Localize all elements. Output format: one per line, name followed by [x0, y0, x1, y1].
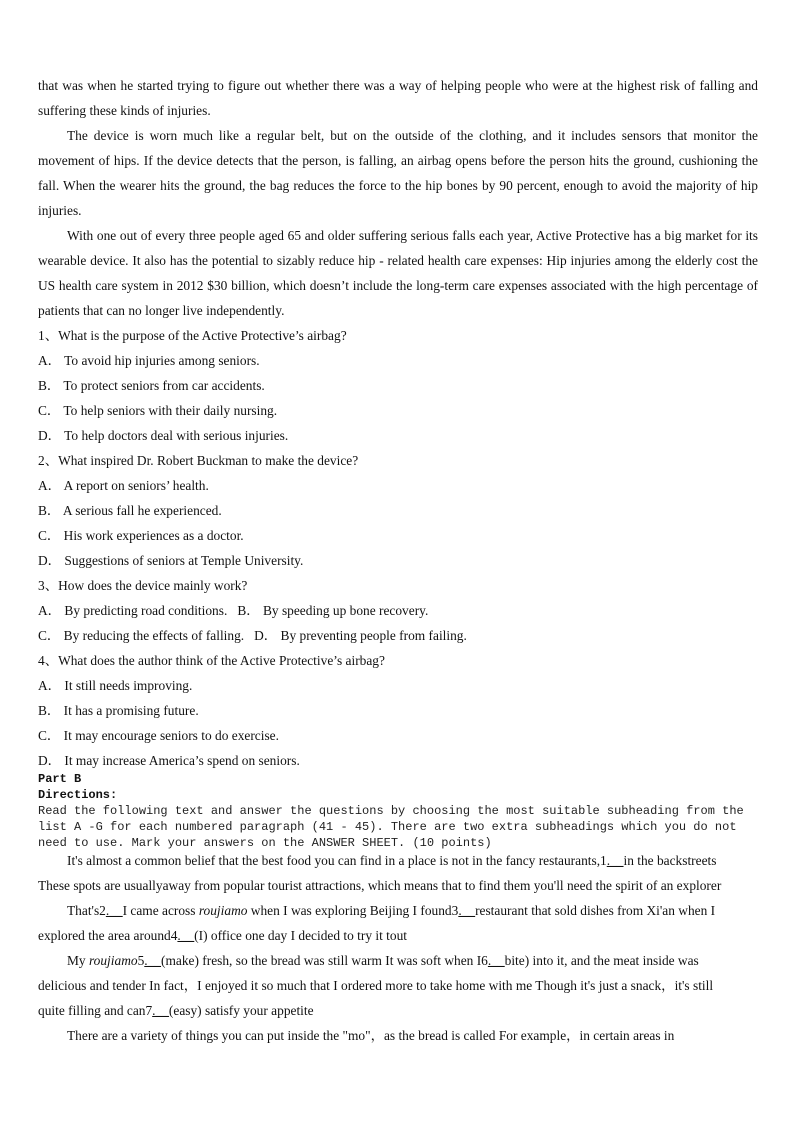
option-c: C． By reducing the effects of falling. — [38, 628, 245, 643]
option-a: A． To avoid hip injuries among seniors. — [38, 353, 260, 368]
paragraph: that was when he started trying to figure out whether there was a way of helping people who were at the highest risk of falling and suffering these kinds of injuries. — [38, 78, 758, 118]
option-d: D． It may increase America’s spend on seniors. — [38, 753, 300, 768]
question-2 — [38, 448, 758, 573]
paragraph-line: It's almost a common belief that the best food you can find in a place is not in the fancy restaurants,1.__in the backstreets — [67, 853, 717, 868]
blank-7: .__ — [152, 1003, 169, 1018]
paragraph-line: delicious and tender In fact，I enjoyed it so much that I ordered more to take home with me Though it's just a snack，it's still — [38, 978, 714, 993]
option-a: A． By predicting road conditions. — [38, 603, 228, 618]
option-c: C． His work experiences as a doctor. — [38, 528, 244, 543]
option-d: D． By preventing people from failing. — [254, 628, 467, 643]
paragraph-line: These spots are usuallyaway from popular tourist attractions, which means that to find them you'll need the spirit of an explorer — [38, 878, 722, 893]
question-1 — [38, 323, 758, 448]
part-b-header — [38, 771, 758, 851]
option-a: A． A report on seniors’ health. — [38, 478, 209, 493]
paragraph: With one out of every three people aged 65 and older suffering serious falls each year, Active Protective has a big market for its wearable device. It also has the potential to sizably reduce hip - related health care expenses: Hip injuries among the elderly cost the US health care system in 2012 $30 billion, which doesn’t include the long-term care expenses associated with the high percentage of patients that can no longer live independently. — [38, 228, 758, 318]
paragraph-line: explored the area around4.__(I) office one day I decided to try it tout — [38, 928, 407, 943]
directions-text: Read the following text and answer the questions by choosing the most suitable subheading from the list A -G for each numbered paragraph (41 - 45). There are two extra subheadings which you do not need to use. Mark your answers on the ANSWER SHEET. (10 points) — [38, 804, 744, 850]
blank-5: .__ — [144, 953, 162, 968]
option-d: D． Suggestions of seniors at Temple University. — [38, 553, 304, 568]
question-4 — [38, 648, 758, 773]
blank-2: .__ — [105, 903, 123, 918]
passage-b — [38, 848, 758, 1048]
blank-6: .__ — [487, 953, 505, 968]
option-c: C． To help seniors with their daily nursing. — [38, 403, 278, 418]
paragraph-line: There are a variety of things you can put inside the "mo"，as the bread is called For example，in certain areas in — [67, 1028, 675, 1043]
blank-1: .__ — [606, 853, 624, 868]
question-stem: 4、What does the author think of the Active Protective’s airbag? — [38, 653, 385, 668]
blank-3: .__ — [458, 903, 476, 918]
question-stem: 1、What is the purpose of the Active Protective’s airbag? — [38, 328, 347, 343]
option-b: B． A serious fall he experienced. — [38, 503, 222, 518]
question-3 — [38, 573, 758, 648]
paragraph-line: quite filling and can7.__(easy) satisfy your appetite — [38, 1003, 314, 1018]
paragraph-line: That's2.__I came across roujiamo when I was exploring Beijing I found3.__restaurant that sold dishes from Xi'an when I — [67, 903, 716, 918]
part-title: Part B — [38, 772, 82, 786]
option-a: A． It still needs improving. — [38, 678, 193, 693]
passage-a — [38, 73, 758, 323]
option-b: B． It has a promising future. — [38, 703, 199, 718]
option-d: D． To help doctors deal with serious injuries. — [38, 428, 289, 443]
paragraph: The device is worn much like a regular belt, but on the outside of the clothing, and it includes sensors that monitor the movement of hips. If the device detects that the person, is falling, an airbag opens before the person hits the ground, cushioning the fall. When the wearer hits the ground, the bag reduces the force to the hip bones by 90 percent, enough to avoid the majority of hip injuries. — [38, 128, 758, 218]
blank-4: .__ — [177, 928, 195, 943]
question-stem: 3、How does the device mainly work? — [38, 578, 248, 593]
paragraph-line: My roujiamo5.__(make) fresh, so the bread was still warm It was soft when I6.__bite) into it, and the meat inside was — [67, 953, 699, 968]
option-b: B． By speeding up bone recovery. — [237, 603, 429, 618]
option-b: B． To protect seniors from car accidents. — [38, 378, 265, 393]
option-c: C． It may encourage seniors to do exercise. — [38, 728, 279, 743]
question-stem: 2、What inspired Dr. Robert Buckman to make the device? — [38, 453, 359, 468]
document-page — [38, 73, 758, 1048]
directions-label: Directions: — [38, 788, 118, 802]
